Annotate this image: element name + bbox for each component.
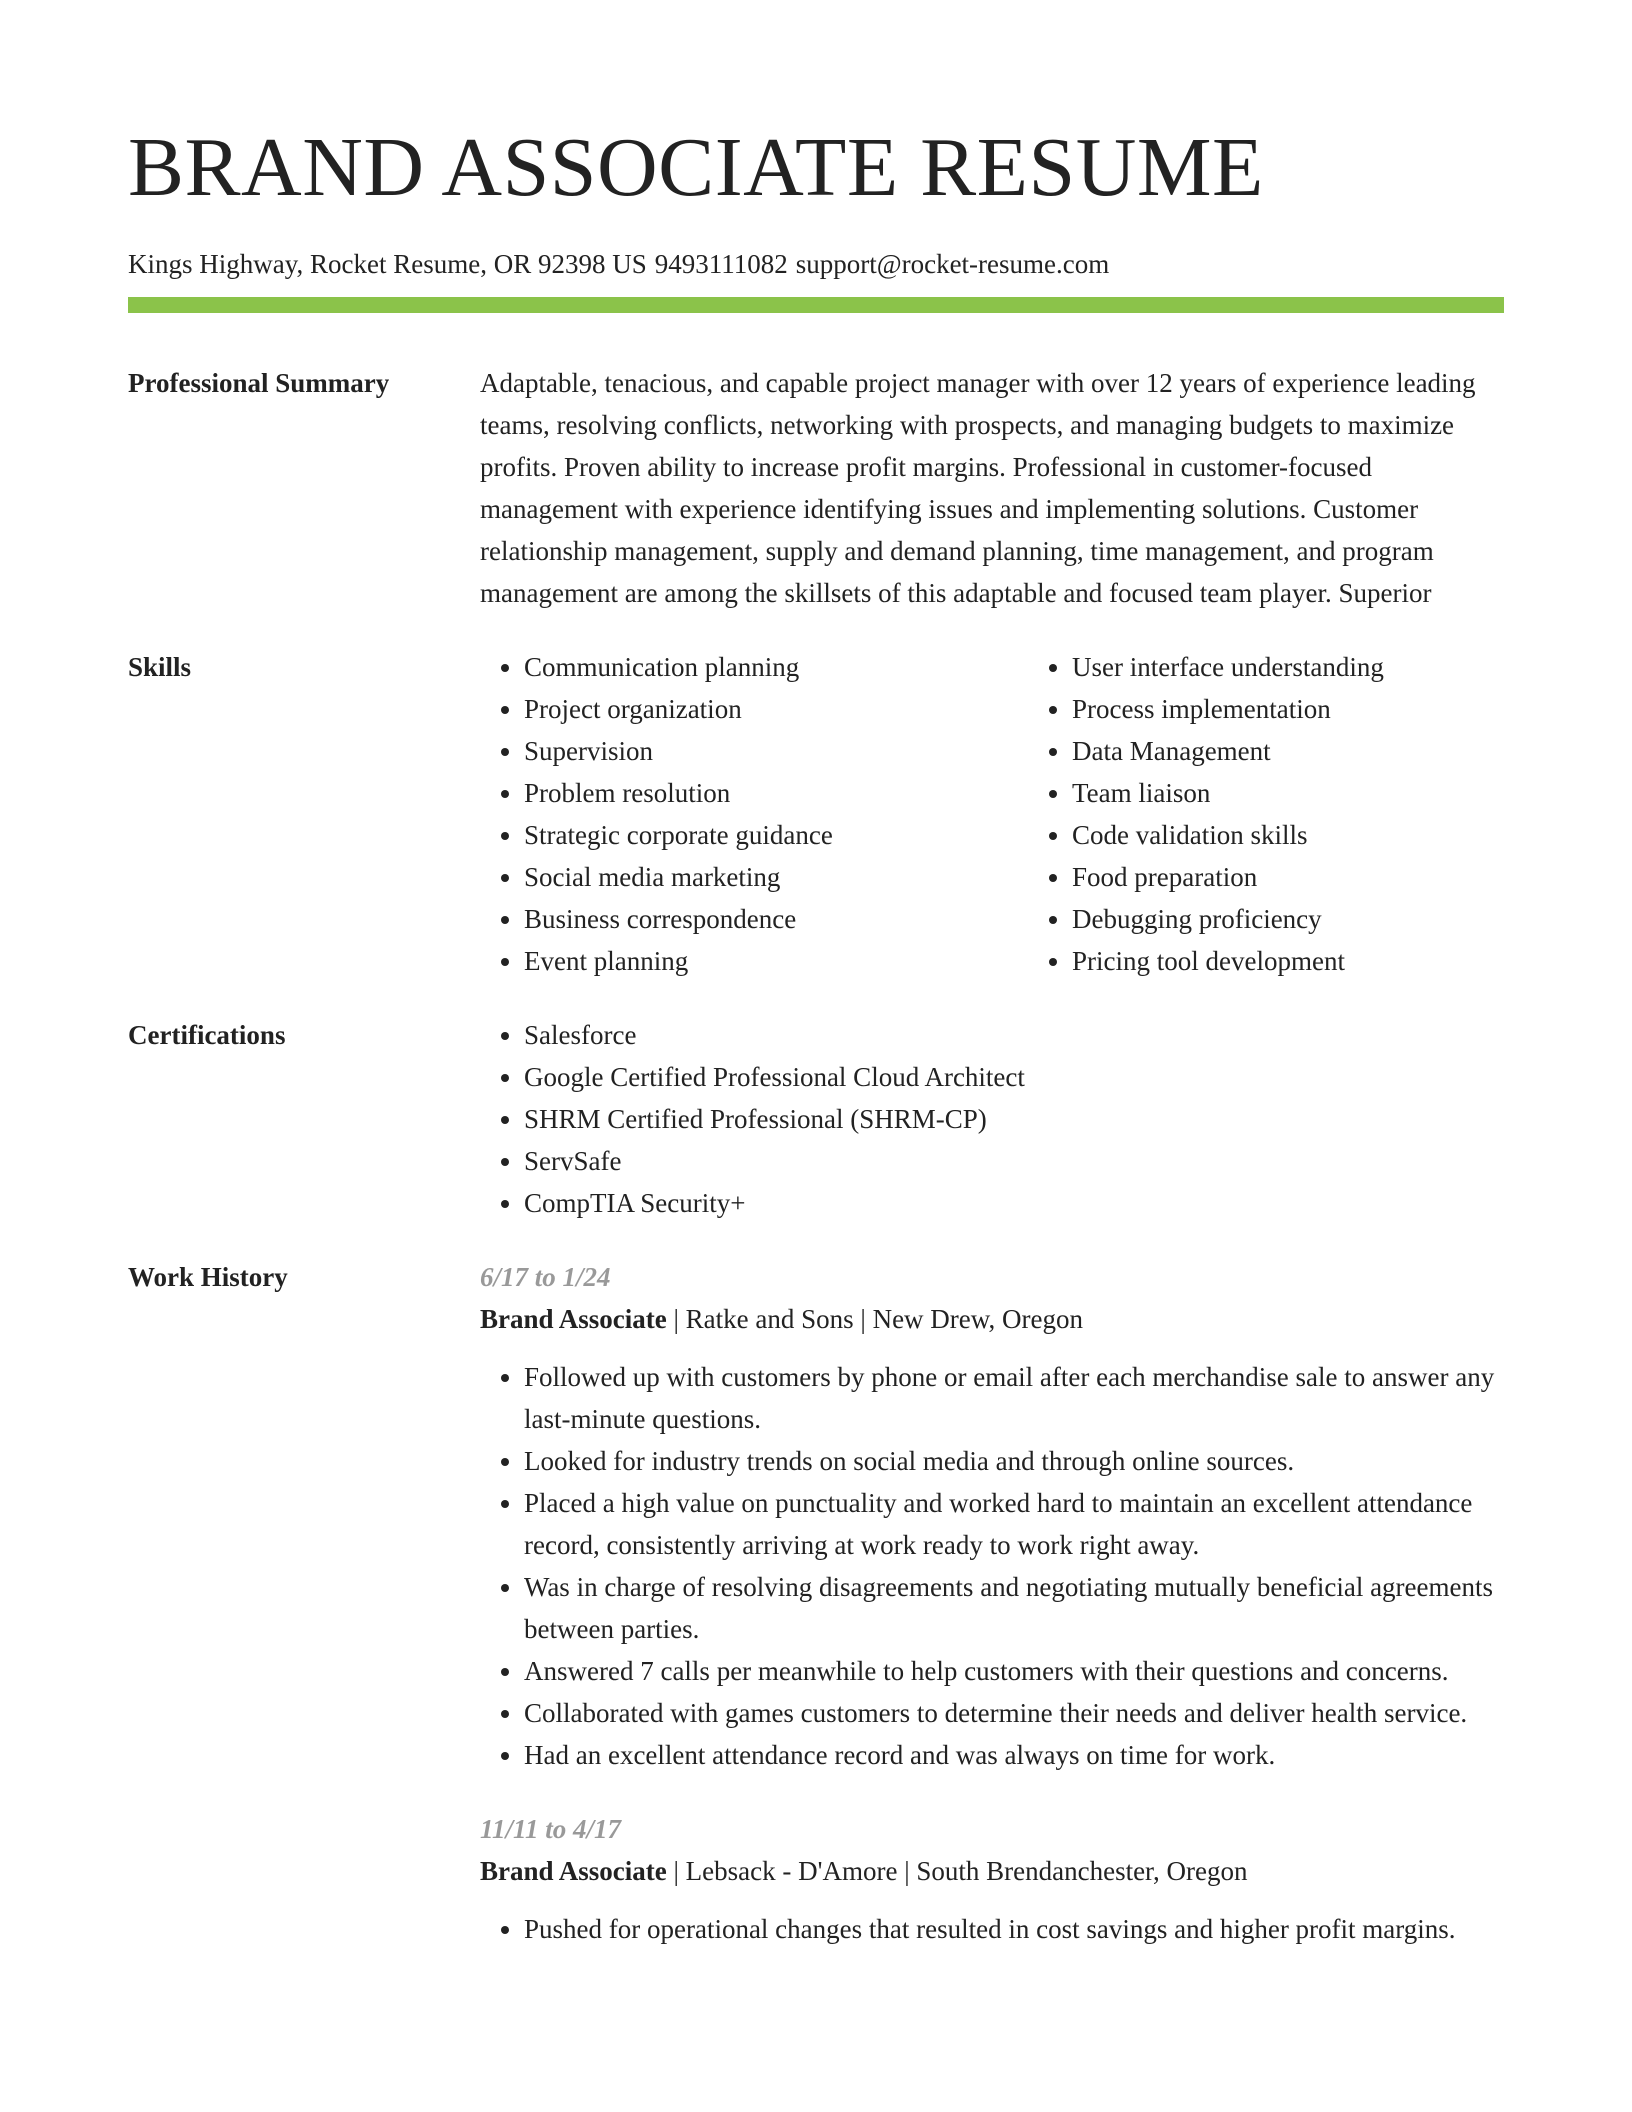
job-title: Brand Associate <box>480 1304 667 1334</box>
summary-section <box>128 362 1504 614</box>
job-duty: • Placed a high value on punctuality and worked hard to maintain an excellent attendance record, consistently arriving at work ready to work right away. <box>524 1482 1504 1566</box>
skill-item: • Social media marketing <box>524 856 1028 898</box>
job-header <box>480 1298 1504 1340</box>
resume-page <box>128 118 1504 1950</box>
job-dates: 11/11 to 4/17 <box>480 1814 622 1844</box>
job-duties-list <box>480 1908 1504 1950</box>
job-duty: • Collaborated with games customers to determine their needs and deliver health service. <box>524 1692 1504 1734</box>
job-duty: • Had an excellent attendance record and was always on time for work. <box>524 1734 1504 1776</box>
job-company: Ratke and Sons <box>685 1304 854 1334</box>
job-separator: | <box>673 1304 679 1334</box>
work-history-section <box>128 1256 1504 1950</box>
job-company: Lebsack - D'Amore <box>685 1856 898 1886</box>
work-history-heading: Work History <box>128 1262 288 1292</box>
contact-phone: 9493111082 <box>654 249 788 279</box>
job-title: Brand Associate <box>480 1856 667 1886</box>
job-separator: | <box>860 1304 866 1334</box>
skill-item: • Event planning <box>524 940 1028 982</box>
skill-item: • Food preparation <box>1072 856 1576 898</box>
job-duty: • Pushed for operational changes that resulted in cost savings and higher profit margins. <box>524 1908 1504 1950</box>
skills-list-left <box>480 646 1028 982</box>
page-title: BRAND ASSOCIATE RESUME <box>128 121 1264 214</box>
certification-item: • SHRM Certified Professional (SHRM-CP) <box>524 1098 1504 1140</box>
skills-heading: Skills <box>128 652 192 682</box>
job-location: South Brendanchester, Oregon <box>916 1856 1248 1886</box>
job-duty: • Followed up with customers by phone or email after each merchandise sale to answer any last-minute questions. <box>524 1356 1504 1440</box>
job-duty: • Was in charge of resolving disagreements and negotiating mutually beneficial agreements between parties. <box>524 1566 1504 1650</box>
skill-item: • Supervision <box>524 730 1028 772</box>
job-separator: | <box>904 1856 910 1886</box>
contact-address: Kings Highway, Rocket Resume, OR 92398 US <box>128 249 647 279</box>
skill-item: • Pricing tool development <box>1072 940 1576 982</box>
skill-item: • Problem resolution <box>524 772 1028 814</box>
certifications-section <box>128 1014 1504 1224</box>
job-location: New Drew, Oregon <box>872 1304 1084 1334</box>
header-divider <box>128 297 1504 313</box>
certifications-list <box>480 1014 1504 1224</box>
certification-item: • CompTIA Security+ <box>524 1182 1504 1224</box>
job-separator: | <box>673 1856 679 1886</box>
skills-section <box>128 646 1504 982</box>
certification-item: • Salesforce <box>524 1014 1504 1056</box>
certifications-heading: Certifications <box>128 1020 286 1050</box>
skill-item: • Process implementation <box>1072 688 1576 730</box>
job-dates: 6/17 to 1/24 <box>480 1262 611 1292</box>
certification-item: • Google Certified Professional Cloud Architect <box>524 1056 1504 1098</box>
skill-item: • Data Management <box>1072 730 1576 772</box>
job-duty: • Looked for industry trends on social media and through online sources. <box>524 1440 1504 1482</box>
certification-item: • ServSafe <box>524 1140 1504 1182</box>
skill-item: • Communication planning <box>524 646 1028 688</box>
job-header <box>480 1850 1504 1892</box>
job-duty: • Answered 7 calls per meanwhile to help customers with their questions and concerns. <box>524 1650 1504 1692</box>
summary-heading: Professional Summary <box>128 368 390 398</box>
skills-columns <box>480 646 1576 982</box>
skill-item: • Project organization <box>524 688 1028 730</box>
contact-line <box>128 246 1504 282</box>
job-entry <box>480 1808 1504 1950</box>
summary-text: Adaptable, tenacious, and capable project manager with over 12 years of experience leading teams, resolving conflicts, networking with prospects, and managing budgets to maximize profits. Proven ability to increase profit margins. Professional in customer-focused management with experience identifying issues and implementing solutions. Customer relationship management, supply and demand planning, time management, and program management are among the skillsets of this adaptable and focused team player. Superior <box>480 368 1476 608</box>
skill-item: • Business correspondence <box>524 898 1028 940</box>
skill-item: • Debugging proficiency <box>1072 898 1576 940</box>
contact-email: support@rocket-resume.com <box>795 249 1110 279</box>
skill-item: • Code validation skills <box>1072 814 1576 856</box>
skills-list-right <box>1028 646 1576 982</box>
skill-item: • Strategic corporate guidance <box>524 814 1028 856</box>
skill-item: • Team liaison <box>1072 772 1576 814</box>
job-entry <box>480 1256 1504 1776</box>
skill-item: • User interface understanding <box>1072 646 1576 688</box>
job-duties-list <box>480 1356 1504 1776</box>
